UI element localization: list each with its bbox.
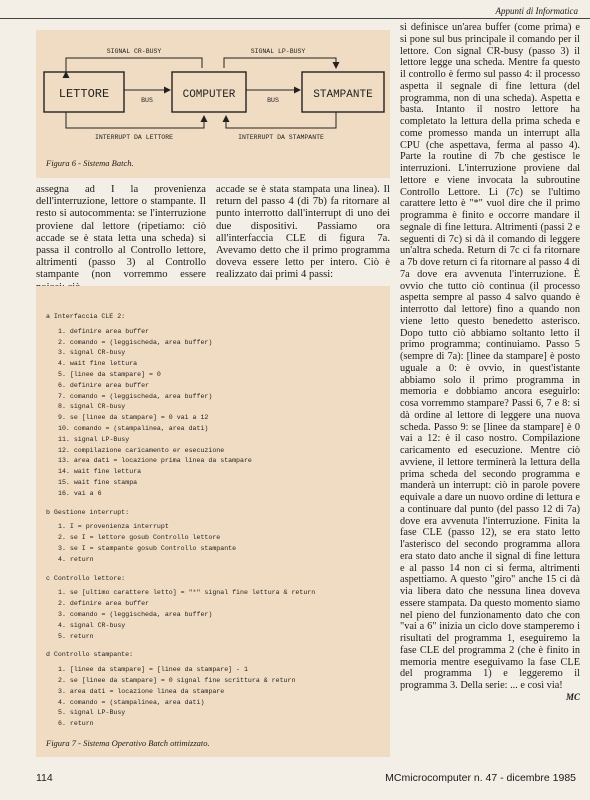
code-line: 14. wait fine lettura — [58, 468, 142, 476]
code-line: 8. signal CR-busy — [58, 403, 126, 411]
text-column-right — [400, 22, 580, 704]
code-line: 9. se [linee da stampare] = 0 vai a 12 — [58, 414, 209, 422]
code-line: 11. signal LP-Busy — [58, 435, 130, 443]
batch-system-diagram — [36, 30, 390, 178]
code-line: 4. wait fine lettura — [58, 360, 138, 368]
code-section — [46, 508, 386, 566]
code-line: 6. return — [58, 720, 94, 728]
code-line: 2. se [linee da stampare] = 0 signal fine scrittura & return — [58, 676, 296, 684]
code-line: 4. return — [58, 555, 94, 563]
code-line: 1. se [ultimo carattere letto] = "*" signal fine lettura & return — [58, 589, 316, 597]
code-line: 5. signal LP-Busy — [58, 709, 126, 717]
section-header: Appunti di Informatica — [495, 6, 578, 16]
bus-label-right: BUS — [267, 97, 279, 104]
code-line: 1. I = provenienza interrupt — [58, 523, 169, 531]
figure-7 — [36, 286, 390, 757]
magazine-issue: MCmicrocomputer n. 47 - dicembre 1985 — [385, 772, 576, 784]
code-line: 4. signal CR-busy — [58, 621, 126, 629]
paragraph-right: si definisce un'area buffer (come prima) e si pone sul bus principale il comando per il lettore. Con signal CR-busy (passo 3) il lettore legge una scheda. Mentre fa questo il controllo è fermo sul passo 4: il processo aspetta il segnale di fine lettura (del programma, non di una scheda). Aspetta e basta. Intanto il nostro lettore ha completato la lettura della prima scheda e come promesso manda un interrupt alla CPU (che aspettava, ferma al passo 4). Parte la routine di 7b che gestisce le interruzioni. L'interruzione proviene dal lettore e viene invocata la subroutine Controllo Lettore. Li (7c) se l'ultimo carattere letto è "*" vuol dire che il primo programma è finito e occorre mandare il segnale di fine lettura. Altrimenti (passi 2 e seguenti di 7c) si dà il comando di leggere un'altra scheda. Return di 7c ci fa ritornare a 7b dove return ci fa ritornare al passo 4 di 7a dove era avvenuta l'interruzione. È ovvio che tutto ciò continua (il processo aspetta sempre al passo 4 salvo quando è interrotto dal lettore) fino a quando non viene letto questo benedetto asterisco. Dopo tutto ciò abbiamo soltanto letto il primo programma; continuiamo. Passo 5 (sempre di 7a): [linee da stampare] è posto uguale a 0: è ovvio, in quest'istante abbiamo solo il primo programma in memoria e dobbiamo ancora eseguirlo: cosa vorremmo stampare? Passi 6, 7 e 8: si dà ordine al lettore di leggere una nuova scheda. Passo 9: se [linee da stampare] è 0 vai a 12: è il caso nostro. Compilazione caricamento ed esecuzione. Mentre ciò avviene, il lettore terminerà la lettura della prima scheda del secondo programma e manderà un interrupt: ciò in parole povere equivale a dare un nuovo ordine di lettura e a continuare dal punto (del passo 12 di 7a) dove era avvenuta l'interruzione. Finita la fase CLE (passo 12), se era stato letto l'asterisco del secondo programma allora era stato dato anche il signal di fine lettura e al passo 14 non ci si ferma, altrimenti aspettiamo. A questo "giro" anche 15 ci dà via libera dato che nessuna linea doveva essere stampata. Da questo momento siamo nel pieno del funzionamento dato che con "vai a 6" inizia un ciclo dove stamperemo i risultati del programma 1, eseguiremo la fase CLE del programma 2 (che è finito in memoria mentre eseguivamo la fase CLE del programma 1) e leggeremo il programma 3. Della serie: ... e così via! — [400, 22, 580, 691]
computer-label: COMPUTER — [182, 89, 236, 101]
interrupt-lettore-label: INTERRUPT DA LETTORE — [94, 134, 174, 141]
stampante-label: STAMPANTE — [313, 89, 373, 101]
code-line: 1. [linee da stampare] = [linee da stampare] - 1 — [58, 666, 248, 674]
code-line: 2. definire area buffer — [58, 600, 150, 608]
page-number: 114 — [36, 772, 53, 784]
text-column-left — [36, 184, 206, 294]
header-rule — [0, 18, 590, 19]
figure-7-caption: Figura 7 - Sistema Operativo Batch ottimizzato. — [46, 738, 210, 748]
signal-cr-busy-line — [66, 58, 202, 72]
code-section-title: a Interfaccia CLE 2: — [46, 313, 126, 320]
paragraph-middle: accade se è stata stampata una linea). Il return del passo 4 (di 7b) fa ritornare al punto interrotto dall'interrupt di uno dei due dispositivi. Passiamo ora all'interfaccia CLE di figura 7a. Avevamo detto che il primo programma doveva essere letto per intero. Ciò è realizzato dai primi 4 passi: — [216, 184, 390, 281]
lettore-label: LETTORE — [58, 87, 110, 101]
paragraph-left: assegna ad I la provenienza dell'interruzione, lettore o stampante. Il resto si autocommenta: se l'interruzione proviene dal lettore (ripetiamo: ciò accade se è stata letta una scheda) si passa il controllo al Controllo lettore, altrimenti (passo 3) al Controllo stampante (non vorremmo essere — [36, 184, 206, 281]
code-listing — [46, 304, 386, 730]
code-line: 3. area dati = locazione linea da stampare — [58, 687, 225, 695]
code-line: 10. comando = (stampalinea, area dati) — [58, 424, 209, 432]
code-line: 3. se I = stampante gosub Controllo stampante — [58, 544, 237, 552]
signal-cr-busy-label: SIGNAL CR-BUSY — [106, 48, 162, 55]
code-line: 12. compilazione caricamento er esecuzione — [58, 446, 225, 454]
code-section — [46, 312, 386, 500]
code-section-title: d Controllo stampante: — [46, 651, 134, 659]
code-line: 4. comando = (stampalinea, area dati) — [58, 698, 205, 706]
code-section-title: b Gestione interrupt: — [46, 508, 130, 516]
code-line: 5. [linee da stampare] = 0 — [58, 370, 161, 378]
code-line: 13. area dati = locazione prima linea da stampare — [58, 457, 252, 465]
interrupt-stampante-label: INTERRUPT DA STAMPANTE — [238, 134, 324, 141]
code-line: 3. signal CR-busy — [58, 349, 126, 357]
code-line: 2. se I = lettore gosub Controllo lettore — [58, 534, 221, 542]
code-line: 3. comando = (leggischeda, area buffer) — [58, 610, 213, 618]
code-line: 5. return — [58, 632, 94, 640]
bus-label-left: BUS — [141, 97, 153, 104]
code-line: 1. definire area buffer — [58, 327, 150, 335]
code-line: 2. comando = (leggischeda, area buffer) — [58, 338, 213, 346]
code-line: 7. comando = (leggischeda, area buffer) — [58, 392, 213, 400]
figure-6 — [36, 30, 390, 178]
code-line: 6. definire area buffer — [58, 381, 150, 389]
interrupt-stampante-line — [226, 112, 336, 128]
author-signature: MC — [565, 691, 580, 702]
text-column-middle — [216, 184, 390, 282]
figure-6-caption: Figura 6 - Sistema Batch. — [46, 158, 134, 168]
code-line: 16. vai a 6 — [58, 489, 102, 497]
signal-lp-busy-line — [224, 58, 336, 68]
code-line: 15. wait fine stampa — [58, 478, 138, 486]
code-section-title: c Controllo lettore: — [46, 574, 126, 582]
code-section — [46, 650, 386, 730]
signal-lp-busy-label: SIGNAL LP-BUSY — [250, 48, 306, 55]
code-section — [46, 574, 386, 643]
interrupt-lettore-line — [66, 112, 204, 128]
